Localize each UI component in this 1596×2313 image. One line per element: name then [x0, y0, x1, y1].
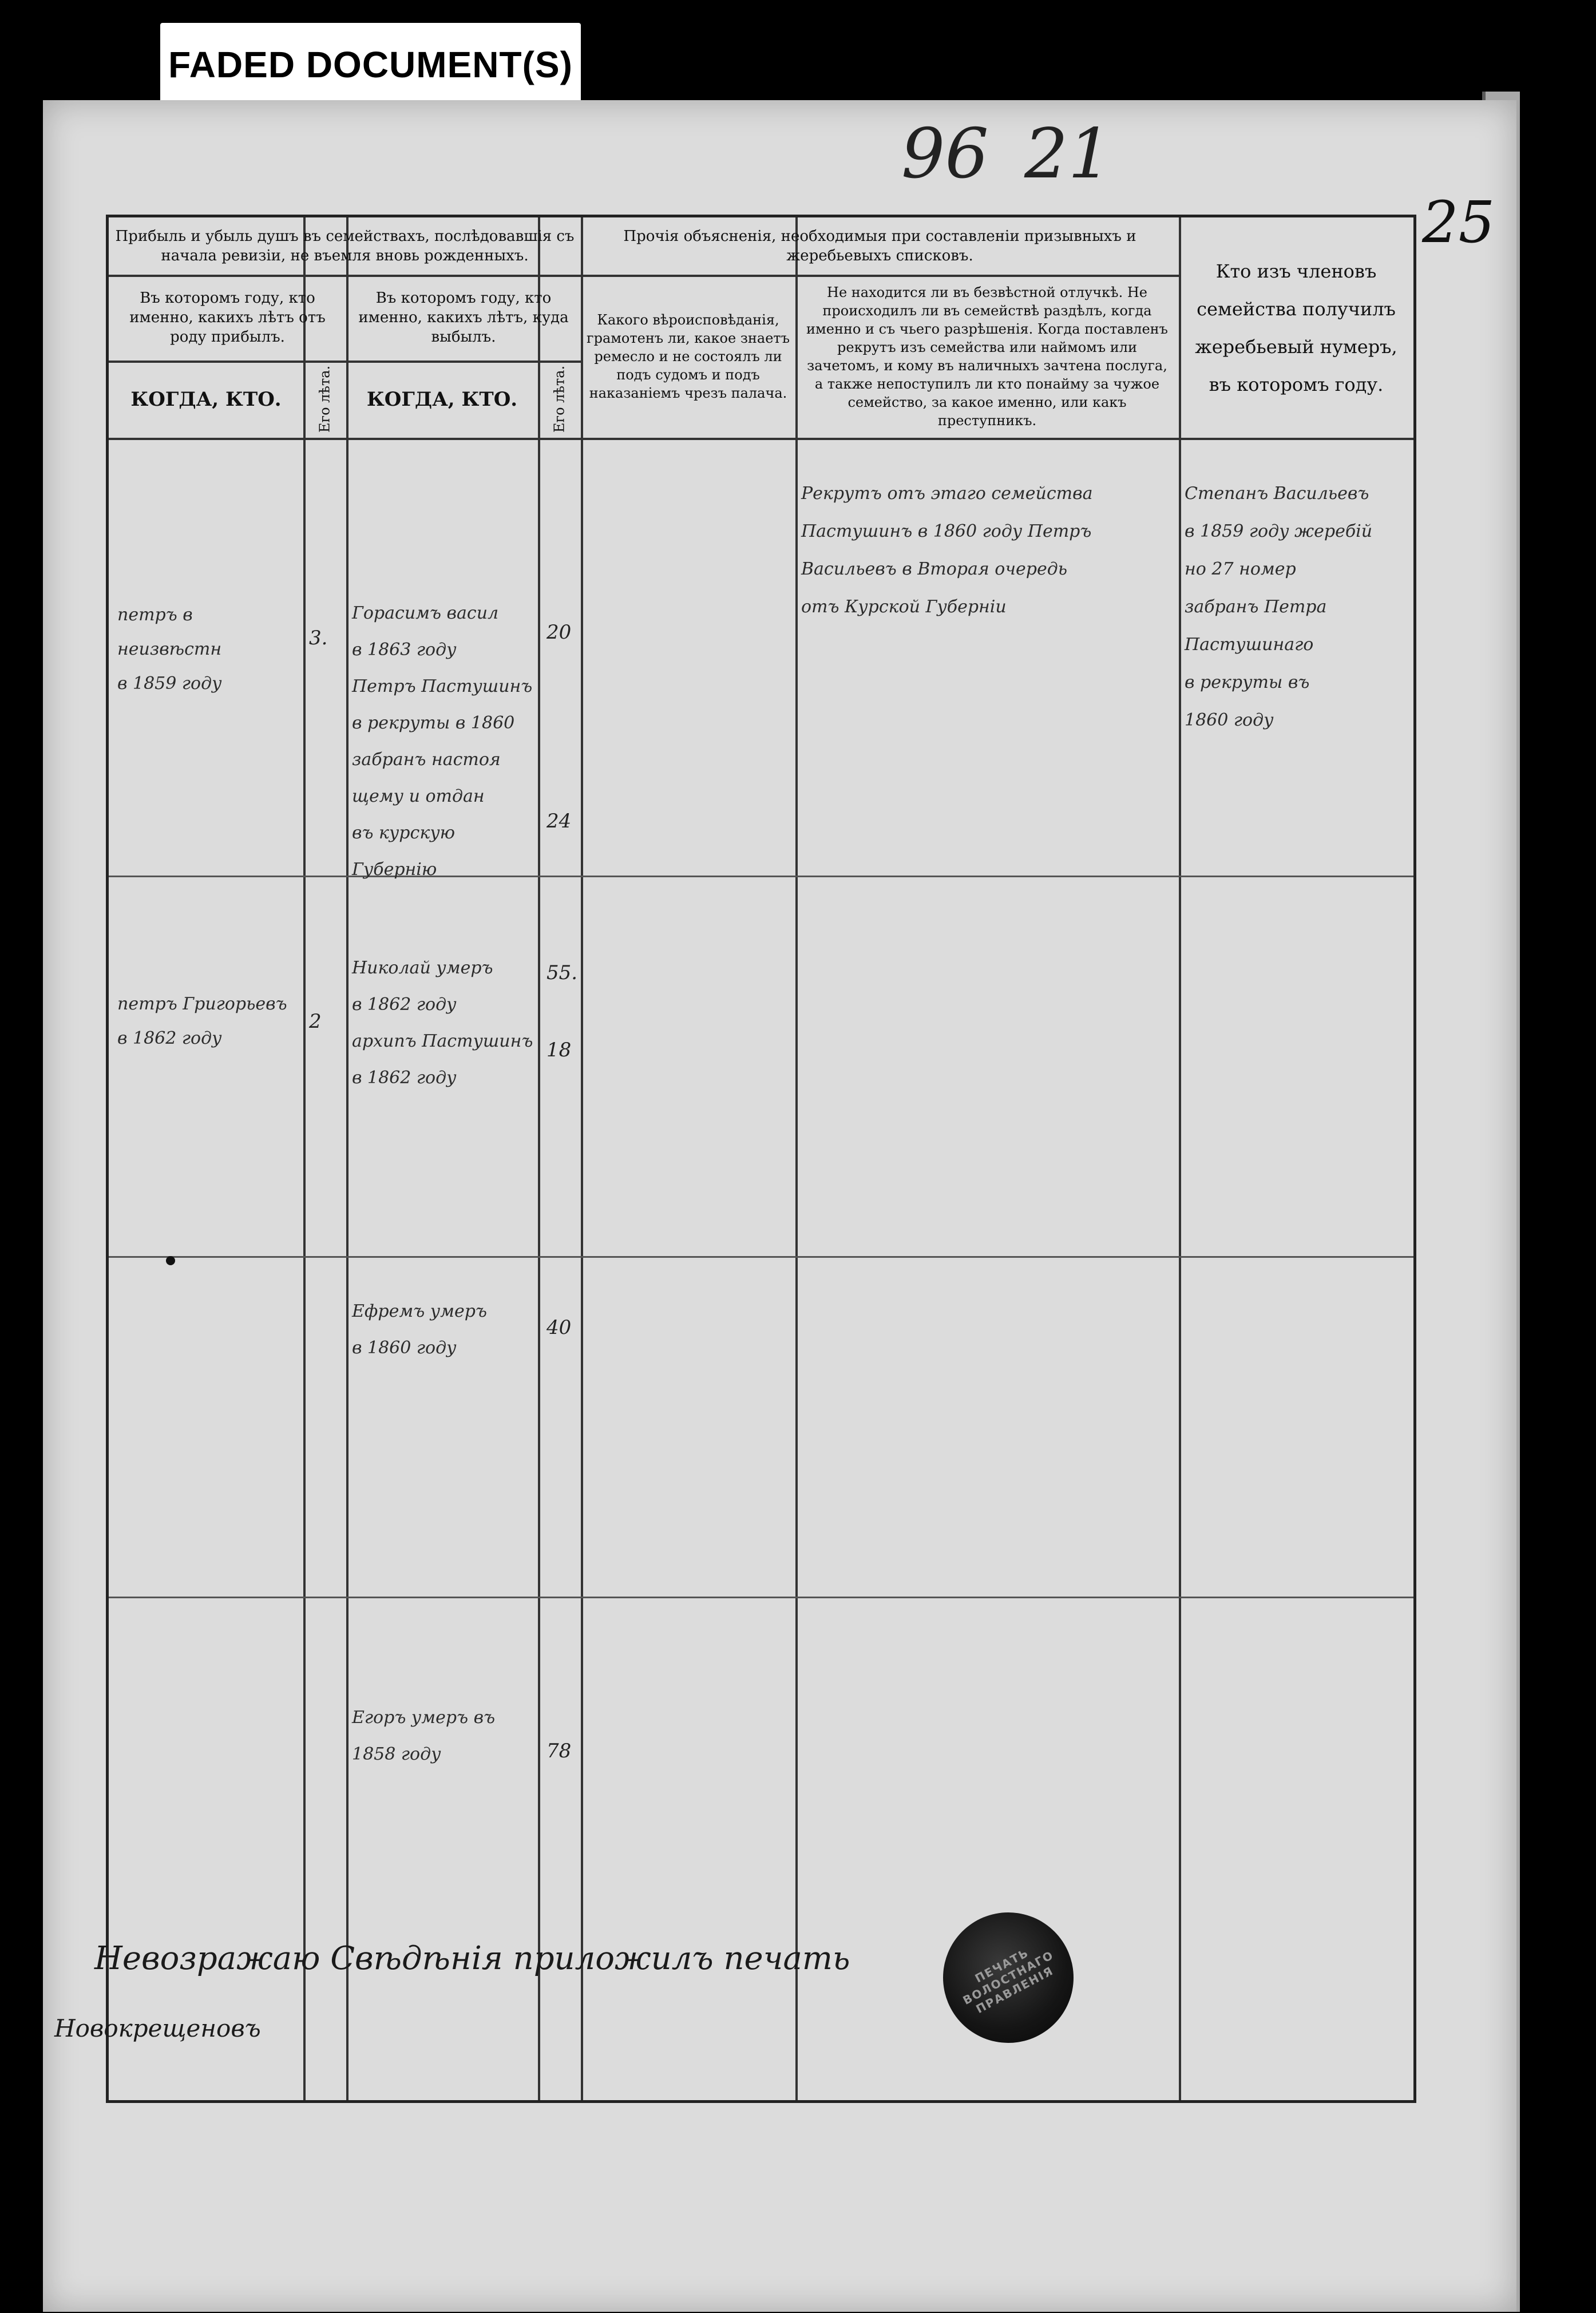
row3-gone-age-1: 40 — [546, 1316, 572, 1339]
rule-h-row3 — [109, 1597, 1413, 1598]
row1-absence-note: Рекрутъ отъ этаго семейства Пастушинъ в 1860 году Петръ Васильевъ в Вторая очередь отъ Курской Губерніи — [801, 484, 1093, 617]
row1-lot-note: Степанъ Васильевъ в 1859 году жеребій но 27 номер забранъ Петра Пастушинаго в рекруты въ 1860 году — [1185, 484, 1373, 730]
header-age-gone: Его лѣта. — [551, 365, 568, 433]
rule-v2 — [346, 217, 348, 2100]
page-number: 25 — [1422, 189, 1495, 256]
rule-v6 — [1179, 217, 1181, 2100]
header-lot-number: Кто изъ членовъ семейства получилъ жеребьевый нумеръ, въ которомъ году. — [1195, 260, 1397, 395]
seal-inscription: ПЕЧАТЬ ВОЛОСТНАГО ПРАВЛЕНІЯ — [960, 1946, 1056, 2016]
row2-gone-age-2: 18 — [546, 1039, 572, 1062]
row1-gone-entry: Горасимъ васил в 1863 году Петръ Пастушинъ в рекруты в 1860 забранъ настоя щему и отдан въ курскую Губернію — [352, 603, 533, 880]
row4-gone-entry: Егоръ умеръ въ 1858 году — [352, 1708, 496, 1764]
header-absence: Не находится ли въ безвѣстной отлучкѣ. Не происходилъ ли въ семействѣ раздѣлъ, когда именно и съ чьего разрѣшенія. Когда поставленъ рекрутъ изъ семейства или наймомъ или зачетомъ, и кому въ наличныхъ зачтена послуга, а также непоступилъ ли кто понайму за чужое семейство, за какое именно, или какъ преступникъ. — [806, 284, 1168, 429]
rule-v1 — [303, 217, 306, 2100]
rule-h-header-bottom — [109, 438, 1413, 440]
row4-gone-age-1: 78 — [546, 1740, 572, 1763]
row2-gained-entry: петръ Григорьевъ в 1862 году — [117, 994, 287, 1048]
rule-h-row1 — [109, 876, 1413, 877]
banner-label: FADED DOCUMENT(S) — [168, 43, 573, 85]
rule-v4 — [581, 217, 583, 2100]
attestation-line: Невозражаю Свѣдѣнія приложилъ печать — [94, 1940, 850, 1977]
row3-gone-entry: Ефремъ умеръ в 1860 году — [352, 1301, 487, 1358]
header-gone: Въ которомъ году, кто именно, какихъ лѣтъ, куда выбылъ. — [358, 290, 569, 346]
row1-gone-age-1: 20 — [546, 621, 572, 644]
rule-v5 — [795, 217, 798, 2100]
faded-document-banner — [160, 23, 581, 106]
register-table — [106, 215, 1416, 2103]
header-gain-loss: Прибыль и убыль душъ въ семействахъ, послѣдовавшія съ начала ревизіи, не въемля вновь рожденныхъ. — [115, 228, 575, 264]
header-when-who-gained: КОГДА, КТО. — [130, 387, 282, 411]
rule-h-row2 — [109, 1256, 1413, 1258]
rule-v3 — [538, 217, 540, 2100]
row1-gained-age: 3. — [309, 627, 328, 649]
row2-gone-entry: Николай умеръ в 1862 году архипъ Пастушинъ в 1862 году — [352, 958, 533, 1088]
folio-number-2: 21 — [1024, 114, 1112, 194]
row1-gone-age-2: 24 — [546, 810, 572, 833]
header-when-who-gone: КОГДА, КТО. — [366, 387, 518, 411]
row2-gone-age-1: 55. — [546, 961, 578, 984]
row1-gained-entry: петръ в неизвѣстн в 1859 году — [117, 605, 222, 694]
row2-gained-age: 2 — [309, 1010, 322, 1033]
header-gained: Въ которомъ году, кто именно, какихъ лѣтъ отъ роду прибылъ. — [129, 290, 326, 346]
official-seal — [943, 1912, 1074, 2043]
folio-number-1: 96 — [901, 114, 989, 194]
header-religion: Какого вѣроисповѣданія, грамотенъ ли, какое знаетъ ремесло и не состоялъ ли подъ судомъ и подъ наказаніемъ чрезъ палача. — [587, 311, 790, 401]
header-age-gained: Его лѣта. — [316, 365, 333, 433]
signature: Новокрещеновъ — [54, 2014, 261, 2042]
header-other-explanations: Прочія объясненія, необходимыя при составленіи призывныхъ и жеребьевыхъ списковъ. — [623, 228, 1136, 264]
ink-dot — [166, 1256, 175, 1265]
